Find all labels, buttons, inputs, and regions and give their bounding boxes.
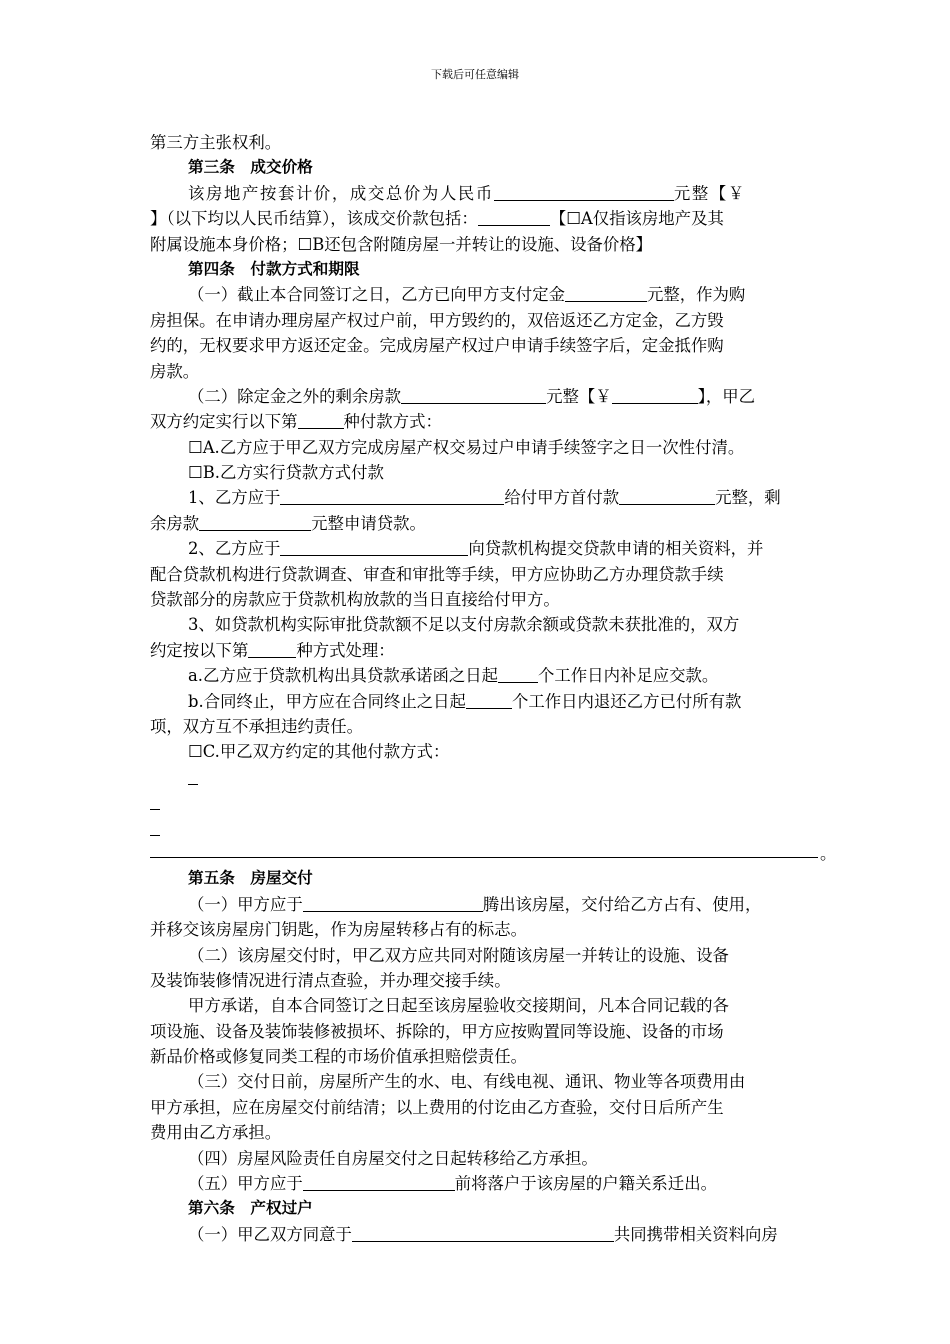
section-heading-article-5: 第五条 房屋交付 xyxy=(188,869,313,888)
paragraph-line: （三）交付日前，房屋所产生的水、电、有线电视、通讯、物业等各项费用由 xyxy=(188,1072,746,1092)
paragraph-line: 贷款部分的房款应于贷款机构放款的当日直接给付甲方。 xyxy=(150,590,560,610)
blank-line-short xyxy=(150,816,838,841)
paragraph-line: 余房款 元整申请贷款。 xyxy=(150,513,426,533)
paragraph-line: （一）截止本合同签订之日，乙方已向甲方支付定金 元整，作为购 xyxy=(188,285,746,305)
paragraph-line: 甲方承担，应在房屋交付前结清；以上费用的付讫由乙方查验，交付日后所产生 xyxy=(150,1097,724,1117)
paragraph-line: 双方约定实行以下第 种付款方式： xyxy=(150,412,442,432)
blank-workdays-a xyxy=(498,681,538,683)
blank-price-scope xyxy=(478,224,550,226)
paragraph-line: 】（以下均以人民币结算），该成交价款包括： 【☐A仅指该房地产及其 xyxy=(150,209,724,229)
paragraph-line: 附属设施本身价格；☐B还包含附随房屋一并转让的设施、设备价格】 xyxy=(150,234,653,254)
blank-vacate-date xyxy=(303,910,483,912)
paragraph-line: 甲方承诺，自本合同签订之日起至该房屋验收交接期间，凡本合同记载的各 xyxy=(188,996,729,1016)
paragraph-line: b.合同终止，甲方应在合同终止之日起 个工作日内退还乙方已付所有款 xyxy=(188,691,742,711)
paragraph-line: （一）甲乙双方同意于 共同携带相关资料向房 xyxy=(188,1224,778,1244)
section-heading-article-6: 第六条 产权过户 xyxy=(188,1199,313,1218)
paragraph-line: 费用由乙方承担。 xyxy=(150,1123,282,1143)
paragraph-line: ☐B.乙方实行贷款方式付款 xyxy=(188,463,384,483)
paragraph-line: 及装饰装修情况进行清点查验，并办理交接手续。 xyxy=(150,970,511,990)
paragraph-line: 约的，无权要求甲方返还定金。完成房屋产权过户申请手续签字后，定金抵作购 xyxy=(150,336,724,356)
paragraph-line: 配合贷款机构进行贷款调查、审查和审批等手续，甲方应协助乙方办理贷款手续 xyxy=(150,564,724,584)
paragraph-line: 并移交该房屋房门钥匙，作为房屋转移占有的标志。 xyxy=(150,920,527,940)
paragraph-line: （二）除定金之外的剩余房款 元整【￥ 】，甲乙 xyxy=(188,386,756,406)
paragraph-line: （五）甲方应于 前将落户于该房屋的户籍关系迁出。 xyxy=(188,1174,717,1194)
blank-down-payment-date xyxy=(280,503,504,505)
paragraph-line: 房款。 xyxy=(150,361,200,381)
blank-loan-amount xyxy=(199,529,311,531)
paragraph-line: 房担保。在申请办理房屋产权过户前，甲方毁约的，双倍返还乙方定金，乙方毁 xyxy=(150,310,724,330)
blank-handling-option xyxy=(248,656,296,658)
paragraph-line: ☐A.乙方应于甲乙双方完成房屋产权交易过户申请手续签字之日一次性付清。 xyxy=(188,437,745,457)
paragraph-line: 1、乙方应于 给付甲方首付款 元整，剩 xyxy=(188,488,781,508)
paragraph-line: （二）该房屋交付时，甲乙双方应共同对附随该房屋一并转让的设施、设备 xyxy=(188,945,729,965)
paragraph-line: 约定按以下第 种方式处理： xyxy=(150,640,395,660)
paragraph-line: 项设施、设备及装饰装修被损坏、拆除的，甲方应按购置同等设施、设备的市场 xyxy=(150,1021,724,1041)
paragraph-line: a.乙方应于贷款机构出具贷款承诺函之日起 个工作日内补足应交款。 xyxy=(188,666,719,686)
section-heading-article-4: 第四条 付款方式和期限 xyxy=(188,259,360,278)
paragraph-line: 第三方主张权利。 xyxy=(150,133,282,152)
paragraph-line: （四）房屋风险责任自房屋交付之日起转移给乙方承担。 xyxy=(188,1148,598,1168)
paragraph-line: 新品价格或修复同类工程的市场价值承担赔偿责任。 xyxy=(150,1047,527,1067)
paragraph-line: 该房地产按套计价，成交总价为人民币 元整【￥ xyxy=(188,183,746,203)
blank-payment-option xyxy=(298,427,344,429)
paragraph-line: （一）甲方应于 腾出该房屋，交付给乙方占有、使用， xyxy=(188,894,762,914)
blank-transfer-date xyxy=(352,1240,614,1242)
blank-total-price xyxy=(494,199,674,201)
blank-workdays-b xyxy=(466,707,512,709)
blank-remaining-yuan xyxy=(612,402,698,404)
blank-household-move-date xyxy=(303,1189,455,1191)
paragraph-line: 项，双方互不承担违约责任。 xyxy=(150,716,364,736)
blank-line-short xyxy=(150,790,838,815)
blank-down-payment-amount xyxy=(619,503,715,505)
paragraph-line: ☐C.甲乙双方约定的其他付款方式： xyxy=(188,742,450,762)
page-header: 下载后可任意编辑 xyxy=(431,68,519,81)
paragraph-line: 3、如贷款机构实际审批贷款额不足以支付房款余额或贷款未获批准的，双方 xyxy=(188,615,740,635)
section-heading-article-3: 第三条 成交价格 xyxy=(188,158,313,177)
document-body xyxy=(150,130,838,1247)
blank-remaining-amount xyxy=(401,402,546,404)
blank-line-full: 。 xyxy=(150,841,838,866)
paragraph-line: 2、乙方应于 向贷款机构提交贷款申请的相关资料，并 xyxy=(188,539,764,559)
blank-line-short xyxy=(150,765,838,790)
blank-deposit xyxy=(565,300,647,302)
blank-loan-application-date xyxy=(280,554,468,556)
